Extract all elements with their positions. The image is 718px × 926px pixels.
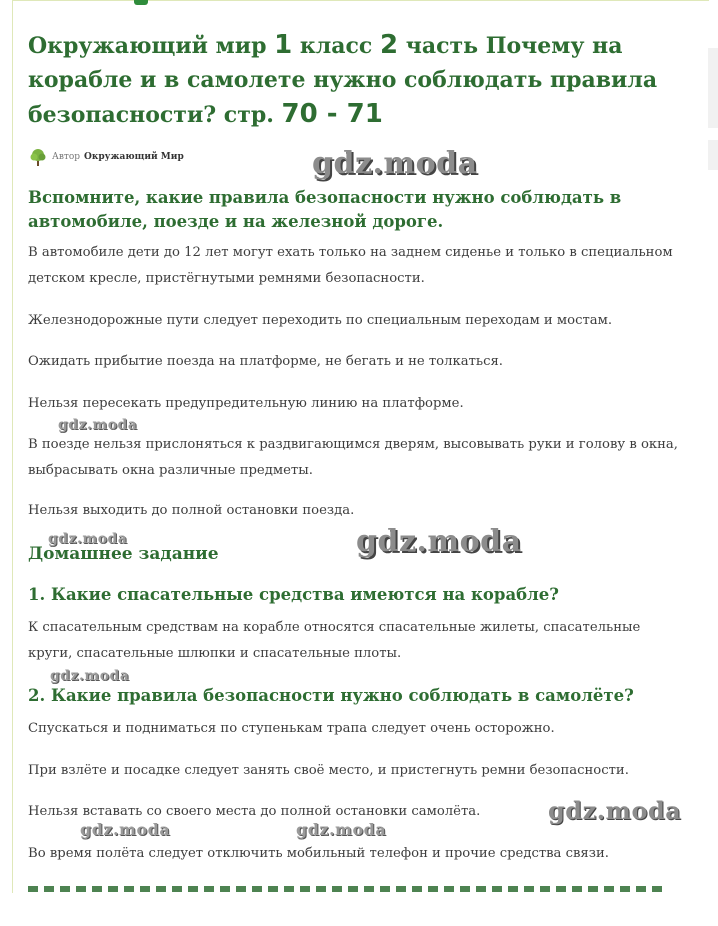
paragraph: В автомобиле дети до 12 лет могут ехать только на заднем сиденье и только в специальном детском кресле, пристёгнутыми ремнями безопасности.	[28, 245, 673, 286]
watermark: gdz.moda	[356, 524, 522, 559]
paragraph: Нельзя пересекать предупредительную линию на платформе.	[28, 396, 464, 411]
watermark: gdz.moda	[50, 668, 130, 684]
watermark: gdz.moda	[58, 417, 138, 433]
paragraph: В поезде нельзя прислоняться к раздвигающимся дверям, высовывать руки и голову в окна, выбрасывать окна различные предметы.	[28, 437, 678, 478]
homework-heading: Домашнее задание	[28, 544, 219, 564]
author-label: Автор	[52, 152, 81, 162]
answer-2-item: Во время полёта следует отключить мобильный телефон и прочие средства связи.	[28, 846, 609, 861]
section-heading: Вспомните, какие правила безопасности нужно соблюдать в автомобиле, поезде и на железной дороге.	[28, 188, 622, 231]
watermark: gdz.moda	[548, 796, 682, 825]
question-2: 2. Какие правила безопасности нужно соблюдать в самолёте?	[28, 686, 634, 705]
answer-2-item: Спускаться и подниматься по ступенькам трапа следует очень осторожно.	[28, 721, 555, 736]
paragraph: Ожидать прибытие поезда на платформе, не бегать и не толкаться.	[28, 354, 503, 369]
watermark: gdz.moda	[296, 820, 387, 839]
author-name[interactable]: Окружающий Мир	[84, 152, 184, 162]
answer-2-item: При взлёте и посадке следует занять своё место, и пристегнуть ремни безопасности.	[28, 763, 629, 778]
watermark: gdz.moda	[312, 146, 478, 181]
paragraph: Нельзя выходить до полной остановки поезда.	[28, 503, 355, 518]
top-tab-marker	[134, 0, 148, 5]
watermark: gdz.moda	[80, 820, 171, 839]
side-panel-a	[708, 48, 718, 128]
page-title: Окружающий мир 1 класс 2 часть Почему на корабле и в самолете нужно соблюдать правила безопасности? стр. 70 - 71	[28, 30, 658, 129]
question-1: 1. Какие спасательные средства имеются на корабле?	[28, 585, 559, 604]
side-panel-b	[708, 140, 718, 170]
clipped-heading-fragment	[28, 886, 668, 896]
author-row	[28, 146, 184, 168]
paragraph: Железнодорожные пути следует переходить по специальным переходам и мостам.	[28, 313, 613, 328]
tree-icon	[28, 147, 48, 167]
watermark: gdz.moda	[48, 531, 128, 547]
answer-2-item: Нельзя вставать со своего места до полной остановки самолёта.	[28, 804, 481, 819]
answer-1: К спасательным средствам на корабле относятся спасательные жилеты, спасательные круги, спасательные шлюпки и спасательные плоты.	[28, 620, 641, 661]
